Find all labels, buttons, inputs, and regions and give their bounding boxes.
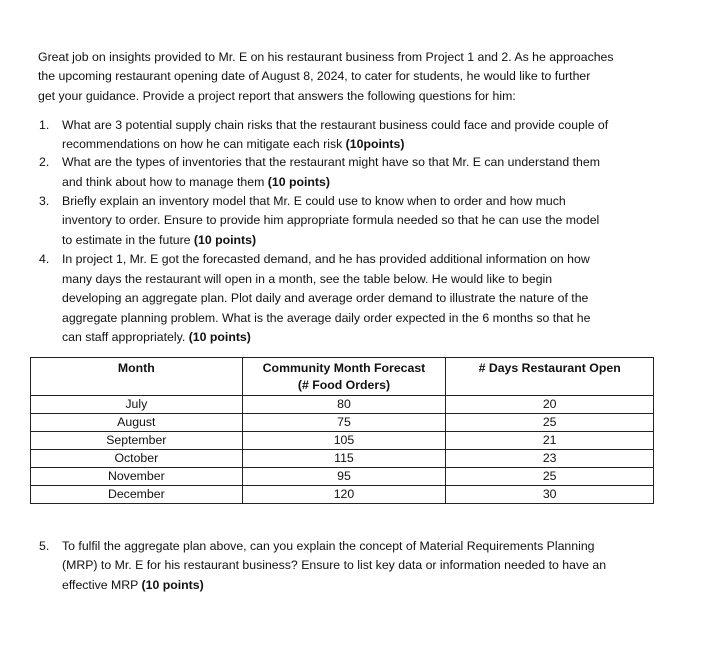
question-text: developing an aggregate plan. Plot daily and average order demand to illustrate the nature of the	[62, 291, 589, 305]
question-text: effective MRP	[62, 578, 142, 592]
question-line	[62, 174, 330, 190]
cell-days-open: 21	[446, 432, 654, 450]
question-text: Briefly explain an inventory model that Mr. E could use to know when to order and how much	[62, 194, 566, 208]
question-text: and think about how to manage them	[62, 175, 268, 189]
header-month: Month	[31, 358, 243, 396]
question-line	[62, 538, 595, 554]
question-line	[62, 117, 608, 133]
cell-forecast: 105	[242, 432, 446, 450]
cell-month: October	[31, 450, 243, 468]
cell-month: August	[31, 414, 243, 432]
question-text: (MRP) to Mr. E for his restaurant business? Ensure to list key data or information needed to have an	[62, 558, 607, 572]
table-row	[31, 450, 654, 468]
forecast-table	[30, 357, 654, 504]
cell-days-open: 25	[446, 468, 654, 486]
cell-days-open: 23	[446, 450, 654, 468]
question-text: recommendations on how he can mitigate each risk	[62, 137, 346, 151]
question-text: To fulfil the aggregate plan above, can you explain the concept of Material Requirements Planning	[62, 539, 595, 553]
question-text: many days the restaurant will open in a month, see the table below. He would like to begin	[62, 272, 553, 286]
table-row	[31, 486, 654, 504]
header-forecast-line1: Community Month Forecast	[262, 361, 426, 375]
question-text: can staff appropriately.	[62, 330, 189, 344]
question-line	[62, 310, 590, 326]
question-number: 4.	[39, 252, 50, 266]
table-row	[31, 468, 654, 486]
cell-days-open: 25	[446, 414, 654, 432]
question-number: 2.	[39, 155, 50, 169]
question-line	[62, 212, 599, 228]
table-row	[31, 432, 654, 450]
cell-days-open: 20	[446, 396, 654, 414]
points-label: (10 points)	[193, 233, 257, 247]
cell-month: September	[31, 432, 243, 450]
question-text: inventory to order. Ensure to provide him appropriate formula needed so that he can use the model	[62, 213, 600, 227]
header-forecast-line2: (# Food Orders)	[297, 378, 391, 392]
cell-forecast: 115	[242, 450, 446, 468]
cell-month: December	[31, 486, 243, 504]
header-forecast	[242, 358, 446, 396]
points-label: (10 points)	[188, 330, 251, 344]
question-line	[62, 271, 552, 287]
question-text: What are the types of inventories that the restaurant might have so that Mr. E can understand them	[62, 155, 600, 169]
question-line	[62, 577, 204, 593]
question-line	[62, 193, 566, 209]
intro-line: get your guidance. Provide a project report that answers the following questions for him:	[38, 89, 516, 103]
points-label: (10 points)	[141, 578, 204, 592]
table-row	[31, 396, 654, 414]
question-line	[62, 557, 606, 573]
points-label: (10points)	[345, 137, 405, 151]
points-label: (10 points)	[267, 175, 330, 189]
question-number: 5.	[39, 539, 50, 553]
question-line	[62, 154, 600, 170]
cell-days-open: 30	[446, 486, 654, 504]
question-text: What are 3 potential supply chain risks that the restaurant business could face and provide couple of	[62, 118, 609, 132]
cell-forecast: 120	[242, 486, 446, 504]
question-number: 3.	[39, 194, 50, 208]
table-row	[31, 414, 654, 432]
question-line	[62, 329, 251, 345]
cell-forecast: 75	[242, 414, 446, 432]
header-days-open: # Days Restaurant Open	[446, 358, 654, 396]
cell-forecast: 80	[242, 396, 446, 414]
question-line	[62, 251, 590, 267]
question-number: 1.	[39, 118, 50, 132]
question-text: In project 1, Mr. E got the forecasted demand, and he has provided additional information on how	[62, 252, 590, 266]
question-line	[62, 136, 404, 152]
cell-forecast: 95	[242, 468, 446, 486]
intro-line: Great job on insights provided to Mr. E on his restaurant business from Project 1 and 2. As he approaches	[38, 50, 614, 64]
question-line	[62, 290, 588, 306]
cell-month: July	[31, 396, 243, 414]
question-text: aggregate planning problem. What is the average daily order expected in the 6 months so that he	[62, 311, 591, 325]
cell-month: November	[31, 468, 243, 486]
intro-line: the upcoming restaurant opening date of August 8, 2024, to cater for students, he would like to further	[38, 69, 591, 83]
question-line	[62, 232, 256, 248]
question-text: to estimate in the future	[62, 233, 194, 247]
